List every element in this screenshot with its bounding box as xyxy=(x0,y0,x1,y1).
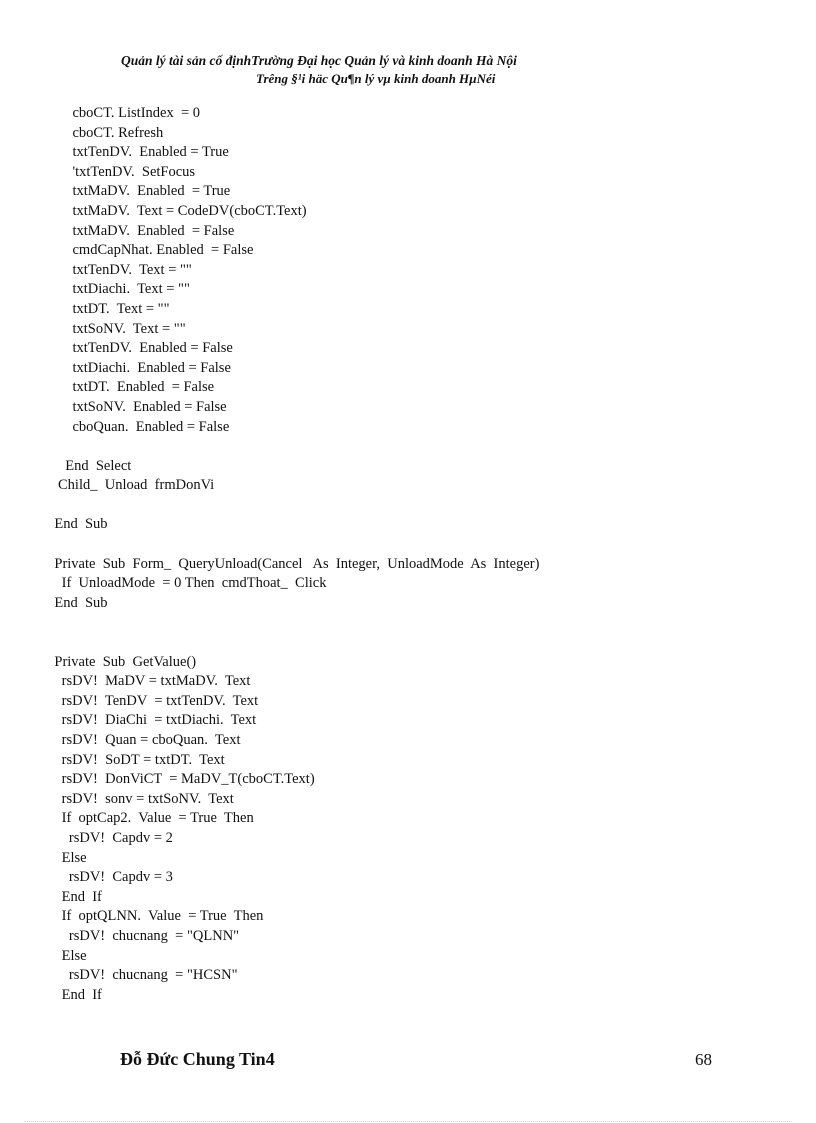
code-line: rsDV! Quan = cboQuan. Text xyxy=(0,732,241,748)
code-line: txtMaDV. Enabled = False xyxy=(0,222,235,239)
code-line xyxy=(0,613,539,633)
code-line: rsDV! Capdv = 2 xyxy=(0,829,173,846)
code-line: rsDV! DonViCT = MaDV_T(cboCT.Text) xyxy=(0,771,315,788)
code-line: rsDV! TenDV = txtTenDV. Text xyxy=(0,692,259,709)
code-line: cboQuan. Enabled = False xyxy=(0,418,230,435)
code-line: Child_ Unload frmDonVi xyxy=(0,477,215,494)
code-line: rsDV! Capdv = 3 xyxy=(0,869,173,886)
code-line: txtDiachi. Enabled = False xyxy=(0,359,231,376)
code-line: txtTenDV. Enabled = True xyxy=(0,144,229,161)
code-line: If UnloadMode = 0 Then cmdThoat_ Click xyxy=(0,575,327,592)
code-line: txtTenDV. Enabled = False xyxy=(0,340,233,357)
code-line: End Sub xyxy=(0,516,108,533)
code-line: txtDT. Enabled = False xyxy=(0,379,215,396)
code-line: End Select xyxy=(0,457,132,474)
page-number: 68 xyxy=(695,1050,712,1069)
code-line: cboCT. ListIndex = 0 xyxy=(0,105,201,121)
code-line xyxy=(0,437,539,457)
code-line: txtMaDV. Text = CodeDV(cboCT.Text) xyxy=(0,202,307,219)
code-line xyxy=(0,535,539,555)
code-line: rsDV! SoDT = txtDT. Text xyxy=(0,751,225,768)
code-line: rsDV! MaDV = txtMaDV. Text xyxy=(0,673,251,690)
code-listing xyxy=(0,104,539,1005)
code-line: rsDV! chucnang = "HCSN" xyxy=(0,967,238,984)
code-line: Else xyxy=(0,947,87,964)
code-line: rsDV! DiaChi = txtDiachi. Text xyxy=(0,712,257,729)
code-line: txtSoNV. Text = "" xyxy=(0,320,186,337)
code-line: End Sub xyxy=(0,594,108,611)
code-line: rsDV! chucnang = "QLNN" xyxy=(0,927,240,944)
code-line: txtSoNV. Enabled = False xyxy=(0,398,227,415)
code-line: Else xyxy=(0,849,87,866)
code-line: txtMaDV. Enabled = True xyxy=(0,183,231,200)
running-header-line1: Quản lý tài sản cố địnhTrường Đại học Quản lý và kinh doanh Hà Nội xyxy=(121,53,517,68)
code-line: End If xyxy=(0,986,102,1003)
code-line: Private Sub Form_ QueryUnload(Cancel As Integer, UnloadMode As Integer) xyxy=(0,555,540,572)
running-header-line2: Trêng §¹i häc Qu¶n lý vµ kinh doanh HµNéi xyxy=(256,71,496,86)
code-line: txtDiachi. Text = "" xyxy=(0,281,190,298)
code-line: 'txtTenDV. SetFocus xyxy=(0,163,196,180)
code-line: cmdCapNhat. Enabled = False xyxy=(0,242,254,259)
code-line: cboCT. Refresh xyxy=(0,124,164,141)
code-line xyxy=(0,633,539,653)
code-line: If optQLNN. Value = True Then xyxy=(0,908,264,925)
code-line: End If xyxy=(0,888,102,905)
code-line: rsDV! sonv = txtSoNV. Text xyxy=(0,790,234,807)
code-line: txtDT. Text = "" xyxy=(0,300,170,317)
code-line: If optCap2. Value = True Then xyxy=(0,810,254,827)
footer-author: Đỗ Đức Chung Tin4 xyxy=(120,1049,275,1069)
code-line xyxy=(0,496,539,516)
page-edge-divider xyxy=(24,1121,792,1122)
code-line: Private Sub GetValue() xyxy=(0,653,197,670)
code-line: txtTenDV. Text = "" xyxy=(0,261,192,278)
